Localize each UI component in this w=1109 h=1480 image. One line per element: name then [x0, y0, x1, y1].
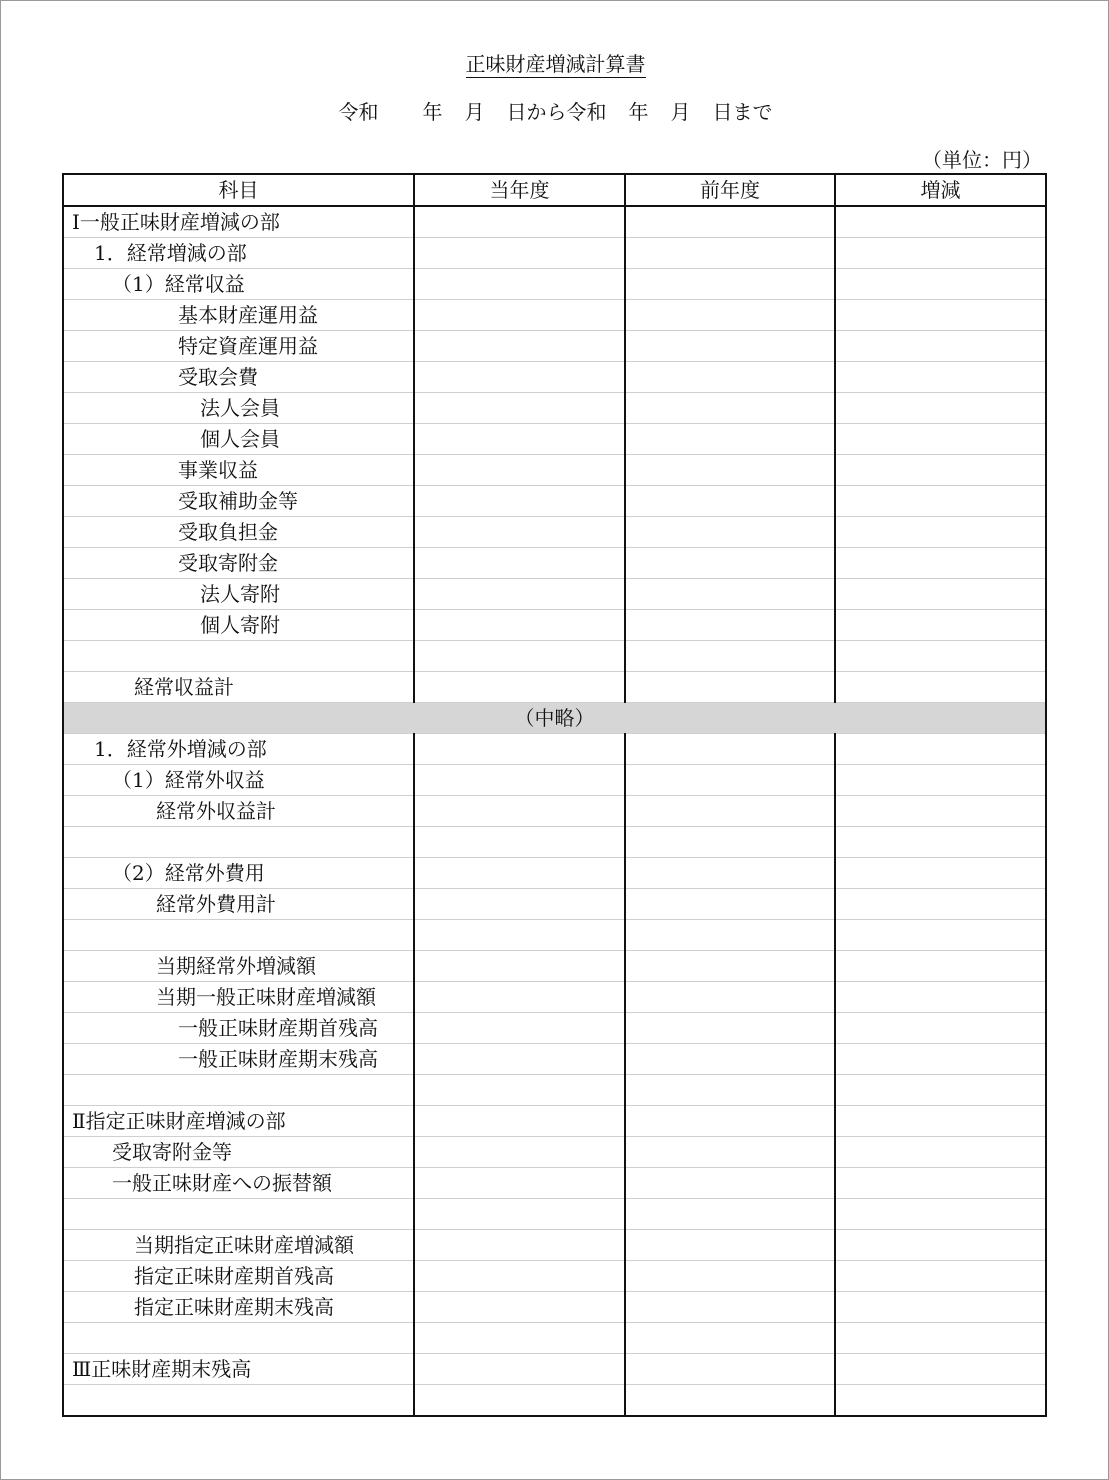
previous-year-cell [625, 1137, 835, 1168]
change-cell [835, 1261, 1046, 1292]
table-row [63, 1168, 1046, 1199]
previous-year-cell [625, 1230, 835, 1261]
table-row [63, 1230, 1046, 1261]
table-row [63, 982, 1046, 1013]
current-year-cell [414, 734, 625, 765]
table-row [63, 610, 1046, 641]
account-label: 経常収益計 [63, 672, 414, 703]
account-label: 受取寄附金 [63, 548, 414, 579]
current-year-cell [414, 951, 625, 982]
change-cell [835, 269, 1046, 300]
change-cell [835, 362, 1046, 393]
previous-year-cell [625, 641, 835, 672]
header-previous-year: 前年度 [625, 174, 835, 206]
account-label: 1．経常増減の部 [63, 238, 414, 269]
account-label [63, 1199, 414, 1230]
current-year-cell [414, 1137, 625, 1168]
table-row [63, 1044, 1046, 1075]
current-year-cell [414, 331, 625, 362]
current-year-cell [414, 858, 625, 889]
change-cell [835, 734, 1046, 765]
table-row [63, 1106, 1046, 1137]
header-current-year: 当年度 [414, 174, 625, 206]
current-year-cell [414, 796, 625, 827]
current-year-cell [414, 889, 625, 920]
change-cell [835, 889, 1046, 920]
account-label: 受取補助金等 [63, 486, 414, 517]
change-cell [835, 579, 1046, 610]
account-label: 当期経常外増減額 [63, 951, 414, 982]
previous-year-cell [625, 1013, 835, 1044]
current-year-cell [414, 206, 625, 238]
table-row [63, 300, 1046, 331]
account-label: 一般正味財産への振替額 [63, 1168, 414, 1199]
previous-year-cell [625, 1323, 835, 1354]
table-row [63, 920, 1046, 951]
previous-year-cell [625, 424, 835, 455]
current-year-cell [414, 765, 625, 796]
current-year-cell [414, 548, 625, 579]
account-label [63, 1075, 414, 1106]
previous-year-cell [625, 238, 835, 269]
account-label: Ⅲ正味財産期末残高 [63, 1354, 414, 1385]
previous-year-cell [625, 1261, 835, 1292]
change-cell [835, 393, 1046, 424]
change-cell [835, 1354, 1046, 1385]
previous-year-cell [625, 362, 835, 393]
previous-year-cell [625, 300, 835, 331]
account-label: 受取負担金 [63, 517, 414, 548]
current-year-cell [414, 1013, 625, 1044]
change-cell [835, 238, 1046, 269]
change-cell [835, 827, 1046, 858]
previous-year-cell [625, 610, 835, 641]
change-cell [835, 1199, 1046, 1230]
table-row [63, 206, 1046, 238]
change-cell [835, 548, 1046, 579]
current-year-cell [414, 300, 625, 331]
omitted-section-row [63, 703, 1046, 734]
previous-year-cell [625, 1075, 835, 1106]
current-year-cell [414, 1292, 625, 1323]
previous-year-cell [625, 393, 835, 424]
change-cell [835, 610, 1046, 641]
omitted-label: （中略） [63, 703, 1046, 734]
current-year-cell [414, 579, 625, 610]
current-year-cell [414, 1044, 625, 1075]
change-cell [835, 765, 1046, 796]
change-cell [835, 206, 1046, 238]
current-year-cell [414, 362, 625, 393]
change-cell [835, 641, 1046, 672]
change-cell [835, 455, 1046, 486]
change-cell [835, 1013, 1046, 1044]
account-label: 個人会員 [63, 424, 414, 455]
account-label: 当期指定正味財産増減額 [63, 1230, 414, 1261]
table-row [63, 734, 1046, 765]
change-cell [835, 1168, 1046, 1199]
unit-label: （単位：円） [922, 148, 1042, 172]
previous-year-cell [625, 1292, 835, 1323]
account-label: 指定正味財産期首残高 [63, 1261, 414, 1292]
current-year-cell [414, 1261, 625, 1292]
table-row [63, 269, 1046, 300]
account-label: 基本財産運用益 [63, 300, 414, 331]
table-row [63, 951, 1046, 982]
table-row [63, 393, 1046, 424]
table-row [63, 641, 1046, 672]
change-cell [835, 796, 1046, 827]
change-cell [835, 1323, 1046, 1354]
table-row [63, 889, 1046, 920]
account-label [63, 1385, 414, 1417]
header-change: 増減 [835, 174, 1046, 206]
header-row [63, 174, 1046, 206]
previous-year-cell [625, 269, 835, 300]
current-year-cell [414, 517, 625, 548]
previous-year-cell [625, 1168, 835, 1199]
current-year-cell [414, 641, 625, 672]
document-title: 正味財産増減計算書 [465, 52, 646, 76]
table-row [63, 1385, 1046, 1417]
change-cell [835, 1075, 1046, 1106]
previous-year-cell [625, 1044, 835, 1075]
header-account: 科目 [63, 174, 414, 206]
current-year-cell [414, 1199, 625, 1230]
change-cell [835, 1292, 1046, 1323]
previous-year-cell [625, 486, 835, 517]
account-label: 一般正味財産期末残高 [63, 1044, 414, 1075]
current-year-cell [414, 1354, 625, 1385]
current-year-cell [414, 269, 625, 300]
table-row [63, 1354, 1046, 1385]
current-year-cell [414, 672, 625, 703]
previous-year-cell [625, 982, 835, 1013]
previous-year-cell [625, 796, 835, 827]
previous-year-cell [625, 455, 835, 486]
table-row [63, 1292, 1046, 1323]
table-row [63, 858, 1046, 889]
previous-year-cell [625, 1199, 835, 1230]
current-year-cell [414, 827, 625, 858]
statement-table [62, 173, 1047, 1417]
previous-year-cell [625, 548, 835, 579]
account-label: Ⅱ指定正味財産増減の部 [63, 1106, 414, 1137]
account-label: 特定資産運用益 [63, 331, 414, 362]
previous-year-cell [625, 827, 835, 858]
change-cell [835, 331, 1046, 362]
change-cell [835, 1044, 1046, 1075]
current-year-cell [414, 920, 625, 951]
table-row [63, 765, 1046, 796]
table-row [63, 672, 1046, 703]
change-cell [835, 920, 1046, 951]
change-cell [835, 424, 1046, 455]
current-year-cell [414, 1168, 625, 1199]
previous-year-cell [625, 206, 835, 238]
account-label [63, 827, 414, 858]
previous-year-cell [625, 517, 835, 548]
current-year-cell [414, 424, 625, 455]
account-label: 法人会員 [63, 393, 414, 424]
table-row [63, 1013, 1046, 1044]
account-label: 個人寄附 [63, 610, 414, 641]
account-label: （1）経常外収益 [63, 765, 414, 796]
table-row [63, 1199, 1046, 1230]
account-label: 事業収益 [63, 455, 414, 486]
change-cell [835, 858, 1046, 889]
table-row [63, 238, 1046, 269]
previous-year-cell [625, 889, 835, 920]
change-cell [835, 982, 1046, 1013]
table-row [63, 1261, 1046, 1292]
account-label: （2）経常外費用 [63, 858, 414, 889]
account-label: 法人寄附 [63, 579, 414, 610]
current-year-cell [414, 610, 625, 641]
account-label: Ⅰ一般正味財産増減の部 [72, 210, 280, 234]
change-cell [835, 517, 1046, 548]
previous-year-cell [625, 331, 835, 362]
account-label: 指定正味財産期末残高 [63, 1292, 414, 1323]
previous-year-cell [625, 858, 835, 889]
table-row [63, 579, 1046, 610]
change-cell [835, 1385, 1046, 1417]
previous-year-cell [625, 1106, 835, 1137]
table-row [63, 1323, 1046, 1354]
account-label: 経常外収益計 [63, 796, 414, 827]
account-label: 受取寄附金等 [63, 1137, 414, 1168]
change-cell [835, 1106, 1046, 1137]
current-year-cell [414, 1385, 625, 1417]
table-row [63, 1137, 1046, 1168]
account-label: 当期一般正味財産増減額 [63, 982, 414, 1013]
account-label: 1．経常外増減の部 [63, 734, 414, 765]
previous-year-cell [625, 765, 835, 796]
current-year-cell [414, 455, 625, 486]
table-row [63, 548, 1046, 579]
previous-year-cell [625, 920, 835, 951]
change-cell [835, 486, 1046, 517]
account-label [63, 1323, 414, 1354]
table-row [63, 331, 1046, 362]
account-label: （1）経常収益 [63, 269, 414, 300]
account-label: 一般正味財産期首残高 [63, 1013, 414, 1044]
table-row [63, 1075, 1046, 1106]
change-cell [835, 1137, 1046, 1168]
period-line: 令和 年 月 日から令和 年 月 日まで [338, 100, 773, 124]
current-year-cell [414, 1075, 625, 1106]
table-row [63, 486, 1046, 517]
table-row [63, 827, 1046, 858]
previous-year-cell [625, 951, 835, 982]
table-row [63, 455, 1046, 486]
current-year-cell [414, 393, 625, 424]
previous-year-cell [625, 579, 835, 610]
previous-year-cell [625, 734, 835, 765]
current-year-cell [414, 982, 625, 1013]
previous-year-cell [625, 1385, 835, 1417]
change-cell [835, 1230, 1046, 1261]
table-row [63, 796, 1046, 827]
table-row [63, 362, 1046, 393]
current-year-cell [414, 486, 625, 517]
table-row [63, 517, 1046, 548]
current-year-cell [414, 1230, 625, 1261]
account-label: 受取会費 [63, 362, 414, 393]
current-year-cell [414, 1106, 625, 1137]
change-cell [835, 951, 1046, 982]
table-row [63, 424, 1046, 455]
change-cell [835, 300, 1046, 331]
previous-year-cell [625, 672, 835, 703]
current-year-cell [414, 1323, 625, 1354]
current-year-cell [414, 238, 625, 269]
account-label [63, 641, 414, 672]
account-label: 経常外費用計 [63, 889, 414, 920]
change-cell [835, 672, 1046, 703]
account-label [63, 920, 414, 951]
previous-year-cell [625, 1354, 835, 1385]
